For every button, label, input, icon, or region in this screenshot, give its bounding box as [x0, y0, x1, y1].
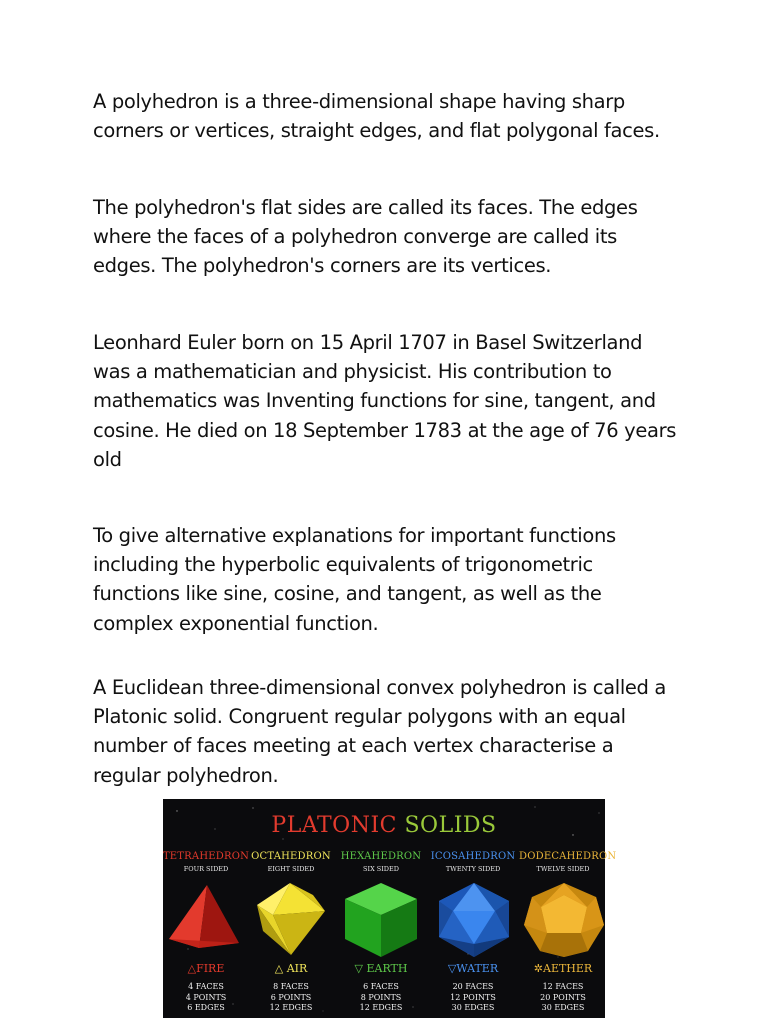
figure-title-word-1: PLATONIC: [271, 813, 397, 838]
paragraph-functions: To give alternative explanations for important functions including the hyperbolic equivalents of trigonometric functions like sine, cosine, and tangent, as well as the complex exponential function.: [93, 524, 616, 635]
element-fire-label: △FIRE: [187, 962, 225, 975]
solid-subtitle: TWENTY SIDED: [445, 865, 501, 873]
element-air-label: △ AIR: [274, 962, 308, 975]
faces-count: 4 FACES: [188, 982, 224, 991]
octahedron-stats: [247, 982, 335, 1014]
solid-octahedron-header: [247, 851, 335, 873]
faces-count: 12 FACES: [542, 982, 584, 991]
tetrahedron-icon: [169, 885, 239, 948]
solid-icosahedron-header: [429, 851, 517, 873]
solid-name: HEXAHEDRON: [340, 851, 422, 862]
dodecahedron-stats: [519, 982, 607, 1014]
faces-count: 6 FACES: [363, 982, 399, 991]
edges-count: 30 EDGES: [541, 1003, 585, 1012]
solid-hexahedron-header: [337, 851, 425, 873]
element-water-label: ▽WATER: [447, 962, 499, 975]
solid-dodecahedron-header: [519, 851, 617, 873]
element-aether-label: ✲AETHER: [533, 962, 593, 975]
platonic-solids-image: [162, 799, 617, 1018]
solid-tetrahedron-header: [162, 851, 250, 873]
solid-name: TETRAHEDRON: [162, 851, 250, 862]
points-count: 20 POINTS: [540, 992, 586, 1002]
figure-title-word-2: SOLIDS: [404, 813, 497, 838]
edges-count: 12 EDGES: [269, 1003, 313, 1012]
icosahedron-icon: [439, 883, 509, 957]
tetrahedron-stats: [162, 982, 250, 1014]
faces-count: 20 FACES: [452, 982, 494, 991]
edges-count: 12 EDGES: [359, 1003, 403, 1012]
paragraph-polyhedron-definition: A polyhedron is a three-dimensional shape having sharp corners or vertices, straight edges, and flat polygonal faces.: [93, 90, 660, 143]
solid-name: OCTAHEDRON: [251, 851, 331, 862]
solid-subtitle: TWELVE SIDED: [536, 865, 590, 873]
solid-name: DODECAHEDRON: [519, 851, 617, 862]
edges-count: 30 EDGES: [451, 1003, 495, 1012]
faces-count: 8 FACES: [273, 982, 309, 991]
figure-title: [163, 813, 605, 838]
octahedron-icon: [257, 883, 325, 955]
points-count: 4 POINTS: [185, 992, 227, 1002]
points-count: 8 POINTS: [360, 992, 402, 1002]
solid-subtitle: SIX SIDED: [363, 865, 399, 873]
paragraph-euler-biography: Leonhard Euler born on 15 April 1707 in Basel Switzerland was a mathematician and physicist. His contribution to mathematics was Inventing functions for sine, tangent, and cosine. He died on 18 September 1783 at the age of 76 years old: [93, 331, 677, 471]
solid-subtitle: EIGHT SIDED: [267, 865, 315, 873]
solid-subtitle: FOUR SIDED: [183, 865, 229, 873]
points-count: 12 POINTS: [450, 992, 496, 1002]
hexahedron-icon: [345, 883, 417, 957]
points-count: 6 POINTS: [270, 992, 312, 1002]
icosahedron-stats: [429, 982, 517, 1014]
paragraph-faces-edges-vertices: The polyhedron's flat sides are called its faces. The edges where the faces of a polyhedron converge are called its edges. The polyhedron's corners are its vertices.: [93, 196, 638, 278]
paragraph-platonic-solid: A Euclidean three-dimensional convex polyhedron is called a Platonic solid. Congruent regular polygons with an equal number of faces meeting at each vertex characterise a regular polyhedron.: [93, 676, 667, 787]
dodecahedron-icon: [524, 883, 604, 957]
element-earth-label: ▽ EARTH: [354, 962, 408, 975]
solid-name: ICOSAHEDRON: [430, 851, 516, 862]
hexahedron-stats: [337, 982, 425, 1014]
edges-count: 6 EDGES: [187, 1003, 225, 1012]
